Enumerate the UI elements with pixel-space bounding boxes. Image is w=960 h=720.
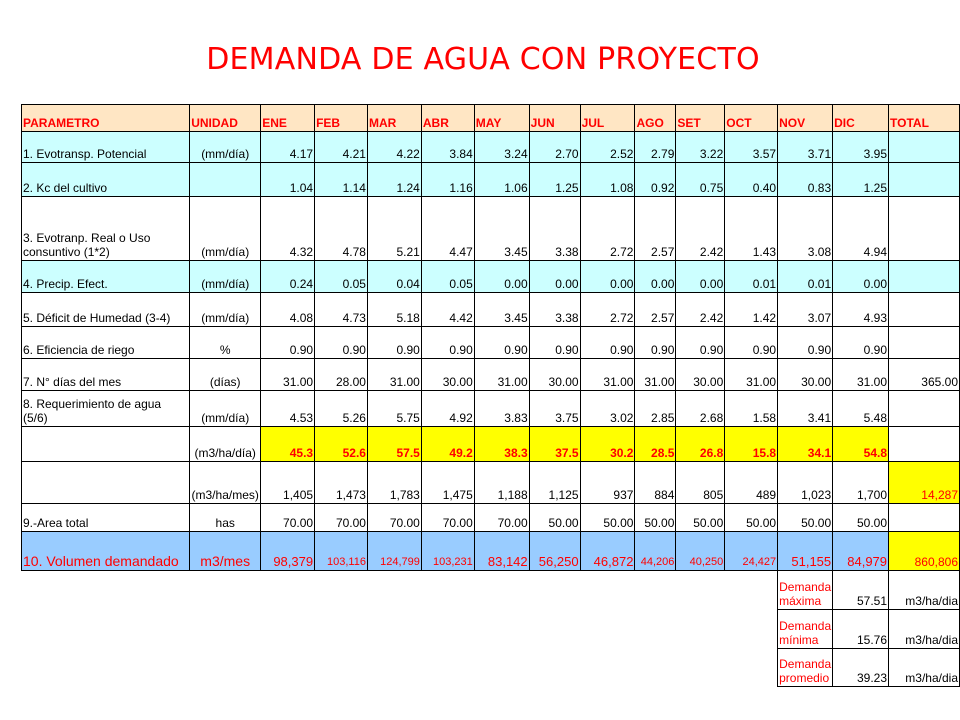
cell-nov: 0.01 (778, 261, 833, 293)
spacer (22, 610, 778, 649)
cell-total (889, 427, 960, 462)
cell-total: 860,806 (889, 532, 960, 571)
row-unit: % (190, 327, 261, 359)
cell-set: 805 (676, 462, 725, 504)
cell-jun: 56,250 (529, 532, 580, 571)
row-unit: m3/mes (190, 532, 261, 571)
row-label: 2. Kc del cultivo (22, 163, 190, 197)
summary-label: Demanda mínima (778, 610, 833, 649)
cell-ene: 1,405 (261, 462, 315, 504)
row-label: 7. N° días del mes (22, 359, 190, 391)
cell-jul: 30.2 (580, 427, 635, 462)
cell-may: 1.06 (474, 163, 529, 197)
spacer (22, 649, 778, 687)
cell-oct: 0.90 (725, 327, 778, 359)
cell-total: 365.00 (889, 359, 960, 391)
cell-ago: 0.92 (635, 163, 676, 197)
cell-ago: 50.00 (635, 504, 676, 532)
cell-set: 3.22 (676, 132, 725, 163)
cell-feb: 0.90 (315, 327, 368, 359)
cell-ene: 98,379 (261, 532, 315, 571)
header-cell: OCT (725, 105, 778, 132)
cell-total: 14,287 (889, 462, 960, 504)
cell-may: 1,188 (474, 462, 529, 504)
row-label (22, 427, 190, 462)
cell-nov: 3.41 (778, 391, 833, 427)
cell-may: 3.24 (474, 132, 529, 163)
cell-abr: 70.00 (421, 504, 474, 532)
cell-feb: 1.14 (315, 163, 368, 197)
cell-ene: 0.90 (261, 327, 315, 359)
summary-unit: m3/ha/dia (889, 571, 960, 610)
cell-jul: 3.02 (580, 391, 635, 427)
cell-jul: 2.52 (580, 132, 635, 163)
cell-jul: 2.72 (580, 293, 635, 327)
cell-mar: 5.75 (367, 391, 421, 427)
cell-jun: 0.90 (529, 327, 580, 359)
header-cell: MAR (367, 105, 421, 132)
cell-total (889, 132, 960, 163)
cell-ago: 2.57 (635, 293, 676, 327)
cell-jun: 3.75 (529, 391, 580, 427)
header-cell: AGO (635, 105, 676, 132)
cell-ene: 4.17 (261, 132, 315, 163)
cell-dic: 50.00 (833, 504, 889, 532)
cell-feb: 103,116 (315, 532, 368, 571)
row-label: 6. Eficiencia de riego (22, 327, 190, 359)
cell-dic: 1.25 (833, 163, 889, 197)
cell-ago: 0.00 (635, 261, 676, 293)
cell-mar: 57.5 (367, 427, 421, 462)
cell-oct: 489 (725, 462, 778, 504)
header-cell: FEB (315, 105, 368, 132)
table-row (22, 359, 960, 391)
header-cell: ENE (261, 105, 315, 132)
header-row (22, 105, 960, 132)
cell-jun: 3.38 (529, 197, 580, 261)
cell-ene: 4.32 (261, 197, 315, 261)
row-unit: (mm/día) (190, 391, 261, 427)
cell-dic: 1,700 (833, 462, 889, 504)
cell-feb: 0.05 (315, 261, 368, 293)
cell-abr: 4.42 (421, 293, 474, 327)
cell-mar: 0.90 (367, 327, 421, 359)
table-row (22, 293, 960, 327)
cell-nov: 3.71 (778, 132, 833, 163)
header-cell: UNIDAD (190, 105, 261, 132)
cell-abr: 0.90 (421, 327, 474, 359)
cell-nov: 30.00 (778, 359, 833, 391)
header-cell: JUN (529, 105, 580, 132)
cell-total (889, 261, 960, 293)
cell-set: 30.00 (676, 359, 725, 391)
cell-nov: 3.07 (778, 293, 833, 327)
cell-feb: 1,473 (315, 462, 368, 504)
cell-mar: 1,783 (367, 462, 421, 504)
cell-nov: 3.08 (778, 197, 833, 261)
cell-dic: 5.48 (833, 391, 889, 427)
cell-oct: 1.43 (725, 197, 778, 261)
cell-set: 40,250 (676, 532, 725, 571)
cell-jul: 1.08 (580, 163, 635, 197)
cell-jul: 937 (580, 462, 635, 504)
cell-mar: 70.00 (367, 504, 421, 532)
row-unit: (m3/ha/mes) (190, 462, 261, 504)
cell-total (889, 391, 960, 427)
table-row (22, 132, 960, 163)
spacer (22, 571, 778, 610)
table-row (22, 391, 960, 427)
cell-set: 26.8 (676, 427, 725, 462)
cell-ago: 44,206 (635, 532, 676, 571)
summary-value: 57.51 (833, 571, 889, 610)
header-cell: NOV (778, 105, 833, 132)
cell-abr: 1,475 (421, 462, 474, 504)
row-unit: has (190, 504, 261, 532)
cell-dic: 4.93 (833, 293, 889, 327)
table-row (22, 163, 960, 197)
water-demand-table (21, 104, 960, 687)
cell-may: 0.00 (474, 261, 529, 293)
cell-feb: 4.78 (315, 197, 368, 261)
summary-unit: m3/ha/dia (889, 610, 960, 649)
header-cell: JUL (580, 105, 635, 132)
summary-unit: m3/ha/dia (889, 649, 960, 687)
row-label: 9.-Area total (22, 504, 190, 532)
cell-abr: 0.05 (421, 261, 474, 293)
table-row (22, 504, 960, 532)
cell-mar: 31.00 (367, 359, 421, 391)
cell-jul: 0.90 (580, 327, 635, 359)
summary-row (22, 571, 960, 610)
cell-ene: 70.00 (261, 504, 315, 532)
cell-set: 0.90 (676, 327, 725, 359)
cell-ene: 4.08 (261, 293, 315, 327)
row-unit: (mm/día) (190, 197, 261, 261)
cell-oct: 31.00 (725, 359, 778, 391)
cell-jun: 1,125 (529, 462, 580, 504)
cell-total (889, 327, 960, 359)
cell-ene: 45.3 (261, 427, 315, 462)
header-cell: SET (676, 105, 725, 132)
row-label: 8. Requerimiento de agua (5/6) (22, 391, 190, 427)
cell-nov: 0.90 (778, 327, 833, 359)
cell-nov: 1,023 (778, 462, 833, 504)
page-title: DEMANDA DE AGUA CON PROYECTO (206, 42, 760, 77)
cell-feb: 28.00 (315, 359, 368, 391)
cell-oct: 24,427 (725, 532, 778, 571)
cell-set: 0.00 (676, 261, 725, 293)
cell-feb: 52.6 (315, 427, 368, 462)
row-label: 3. Evotranp. Real o Uso consuntivo (1*2) (22, 197, 190, 261)
cell-jun: 1.25 (529, 163, 580, 197)
table-row (22, 327, 960, 359)
cell-oct: 50.00 (725, 504, 778, 532)
cell-ago: 2.79 (635, 132, 676, 163)
cell-jul: 2.72 (580, 197, 635, 261)
cell-nov: 51,155 (778, 532, 833, 571)
cell-mar: 5.21 (367, 197, 421, 261)
table-row (22, 532, 960, 571)
cell-may: 38.3 (474, 427, 529, 462)
cell-oct: 0.01 (725, 261, 778, 293)
cell-ago: 884 (635, 462, 676, 504)
cell-mar: 4.22 (367, 132, 421, 163)
cell-jun: 50.00 (529, 504, 580, 532)
cell-nov: 50.00 (778, 504, 833, 532)
cell-ene: 0.24 (261, 261, 315, 293)
cell-abr: 30.00 (421, 359, 474, 391)
cell-mar: 0.04 (367, 261, 421, 293)
row-label: 4. Precip. Efect. (22, 261, 190, 293)
row-label: 1. Evotransp. Potencial (22, 132, 190, 163)
cell-may: 83,142 (474, 532, 529, 571)
cell-may: 31.00 (474, 359, 529, 391)
cell-total (889, 197, 960, 261)
header-cell: MAY (474, 105, 529, 132)
cell-set: 50.00 (676, 504, 725, 532)
cell-jul: 46,872 (580, 532, 635, 571)
summary-value: 15.76 (833, 610, 889, 649)
cell-dic: 0.00 (833, 261, 889, 293)
summary-label: Demanda máxima (778, 571, 833, 610)
cell-mar: 124,799 (367, 532, 421, 571)
cell-jun: 0.00 (529, 261, 580, 293)
cell-feb: 5.26 (315, 391, 368, 427)
table-row (22, 427, 960, 462)
header-cell: TOTAL (889, 105, 960, 132)
summary-row (22, 610, 960, 649)
cell-oct: 15.8 (725, 427, 778, 462)
cell-feb: 4.73 (315, 293, 368, 327)
cell-oct: 3.57 (725, 132, 778, 163)
cell-ago: 0.90 (635, 327, 676, 359)
cell-set: 2.42 (676, 197, 725, 261)
cell-jul: 50.00 (580, 504, 635, 532)
cell-may: 70.00 (474, 504, 529, 532)
row-unit: (mm/día) (190, 132, 261, 163)
cell-total (889, 504, 960, 532)
cell-set: 0.75 (676, 163, 725, 197)
cell-abr: 4.47 (421, 197, 474, 261)
cell-jun: 3.38 (529, 293, 580, 327)
table-row (22, 197, 960, 261)
cell-abr: 49.2 (421, 427, 474, 462)
row-unit (190, 163, 261, 197)
cell-may: 3.45 (474, 197, 529, 261)
cell-set: 2.68 (676, 391, 725, 427)
cell-mar: 1.24 (367, 163, 421, 197)
cell-dic: 4.94 (833, 197, 889, 261)
header-cell: PARAMETRO (22, 105, 190, 132)
table-row (22, 261, 960, 293)
cell-nov: 34.1 (778, 427, 833, 462)
summary-label: Demanda promedio (778, 649, 833, 687)
row-unit: (días) (190, 359, 261, 391)
cell-abr: 1.16 (421, 163, 474, 197)
cell-ago: 31.00 (635, 359, 676, 391)
cell-jun: 2.70 (529, 132, 580, 163)
summary-row (22, 649, 960, 687)
cell-set: 2.42 (676, 293, 725, 327)
cell-abr: 103,231 (421, 532, 474, 571)
row-unit: (m3/ha/día) (190, 427, 261, 462)
cell-abr: 4.92 (421, 391, 474, 427)
cell-feb: 70.00 (315, 504, 368, 532)
cell-ago: 2.85 (635, 391, 676, 427)
row-label: 5. Déficit de Humedad (3-4) (22, 293, 190, 327)
cell-oct: 1.58 (725, 391, 778, 427)
cell-jun: 30.00 (529, 359, 580, 391)
cell-ene: 1.04 (261, 163, 315, 197)
cell-dic: 84,979 (833, 532, 889, 571)
cell-total (889, 163, 960, 197)
cell-oct: 1.42 (725, 293, 778, 327)
cell-may: 0.90 (474, 327, 529, 359)
cell-ago: 2.57 (635, 197, 676, 261)
header-cell: ABR (421, 105, 474, 132)
cell-ago: 28.5 (635, 427, 676, 462)
summary-value: 39.23 (833, 649, 889, 687)
cell-dic: 0.90 (833, 327, 889, 359)
table-row (22, 462, 960, 504)
cell-abr: 3.84 (421, 132, 474, 163)
cell-jul: 31.00 (580, 359, 635, 391)
cell-jun: 37.5 (529, 427, 580, 462)
cell-ene: 31.00 (261, 359, 315, 391)
row-label: 10. Volumen demandado (22, 532, 190, 571)
cell-total (889, 293, 960, 327)
cell-may: 3.83 (474, 391, 529, 427)
cell-dic: 3.95 (833, 132, 889, 163)
row-unit: (mm/día) (190, 261, 261, 293)
cell-mar: 5.18 (367, 293, 421, 327)
cell-ene: 4.53 (261, 391, 315, 427)
cell-dic: 54.8 (833, 427, 889, 462)
row-unit: (mm/día) (190, 293, 261, 327)
row-label (22, 462, 190, 504)
cell-jul: 0.00 (580, 261, 635, 293)
header-cell: DIC (833, 105, 889, 132)
cell-oct: 0.40 (725, 163, 778, 197)
cell-feb: 4.21 (315, 132, 368, 163)
cell-dic: 31.00 (833, 359, 889, 391)
cell-nov: 0.83 (778, 163, 833, 197)
cell-may: 3.45 (474, 293, 529, 327)
